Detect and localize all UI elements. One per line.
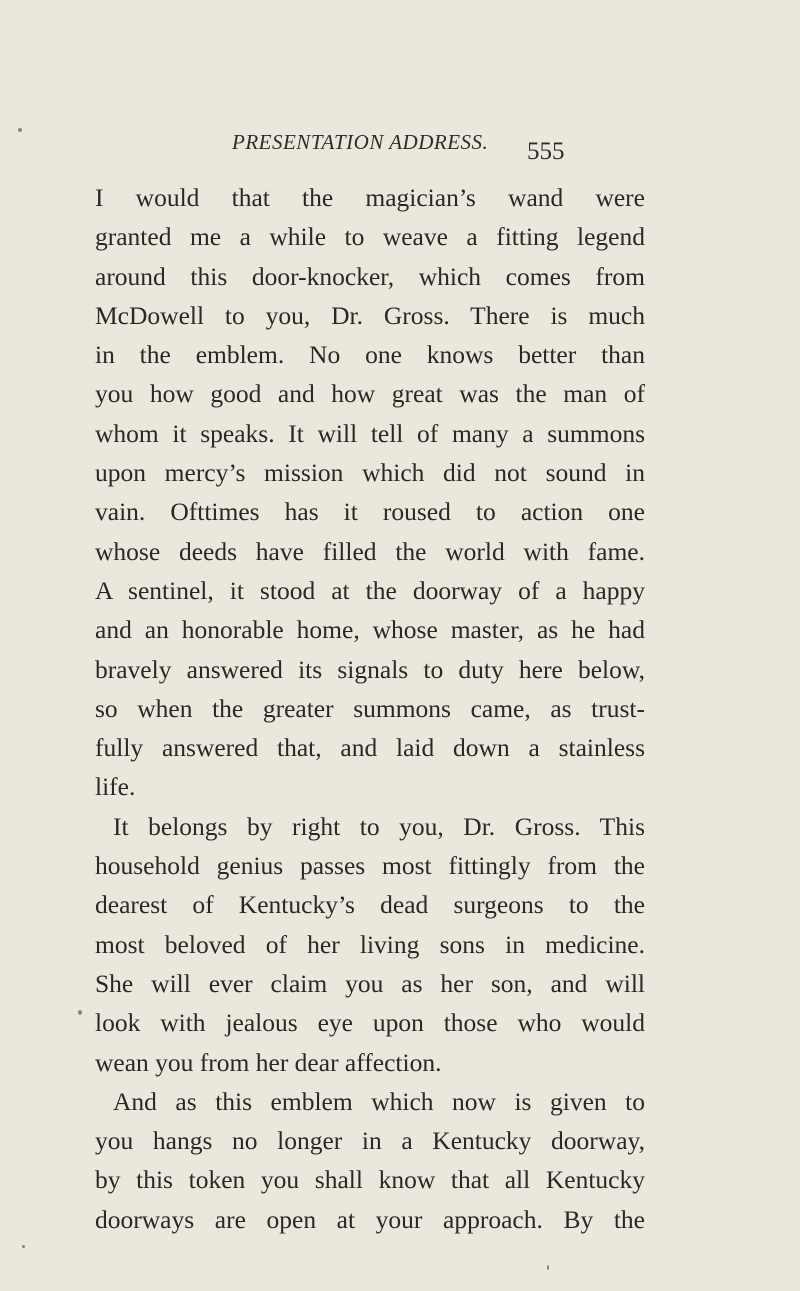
paper-speck bbox=[547, 1265, 549, 1270]
text-line: look with jealous eye upon those who would bbox=[95, 1008, 645, 1038]
text-line: bravely answered its signals to duty here below, bbox=[95, 654, 645, 684]
text-line: household genius passes most fittingly from the bbox=[95, 851, 645, 881]
paragraph-end-line: wean you from her dear affection. bbox=[95, 1047, 442, 1077]
text-line: fully answered that, and laid down a stainless bbox=[95, 733, 645, 763]
text-line: whose deeds have filled the world with fame. bbox=[95, 536, 645, 566]
text-line: I would that the magician’s wand were bbox=[95, 183, 645, 212]
text-line: by this token you shall know that all Kentucky bbox=[95, 1165, 645, 1195]
text-line: in the emblem. No one knows better than bbox=[95, 340, 645, 370]
text-line: granted me a while to weave a fitting legend bbox=[95, 222, 645, 252]
text-line: dearest of Kentucky’s dead surgeons to the bbox=[95, 890, 645, 920]
page-number: 555 bbox=[527, 138, 565, 165]
text-line: She will ever claim you as her son, and will bbox=[95, 968, 645, 998]
paper-speck bbox=[18, 128, 22, 132]
paper-speck bbox=[22, 1245, 25, 1248]
text-line: whom it speaks. It will tell of many a summons bbox=[95, 418, 645, 448]
text-line: vain. Ofttimes has it roused to action one bbox=[95, 497, 645, 527]
text-line: you hangs no longer in a Kentucky doorway, bbox=[95, 1126, 645, 1156]
paper-speck bbox=[78, 1010, 82, 1015]
text-line: so when the greater summons came, as trust- bbox=[95, 693, 645, 723]
text-line: upon mercy’s mission which did not sound in bbox=[95, 458, 645, 488]
paragraph-start-line: It belongs by right to you, Dr. Gross. This bbox=[113, 811, 645, 841]
text-line: most beloved of her living sons in medicine. bbox=[95, 929, 645, 959]
paragraph-start-line: And as this emblem which now is given to bbox=[113, 1086, 645, 1116]
text-line: McDowell to you, Dr. Gross. There is much bbox=[95, 300, 645, 330]
paragraph-end-line: life. bbox=[95, 772, 136, 802]
text-line: doorways are open at your approach. By the bbox=[95, 1204, 645, 1234]
body-text bbox=[95, 178, 645, 1239]
text-line: and an honorable home, whose master, as he had bbox=[95, 615, 645, 645]
text-line: you how good and how great was the man of bbox=[95, 379, 645, 409]
text-line: A sentinel, it stood at the doorway of a happy bbox=[95, 575, 645, 605]
text-line: around this door-knocker, which comes from bbox=[95, 261, 645, 291]
running-title: PRESENTATION ADDRESS. bbox=[232, 130, 489, 154]
